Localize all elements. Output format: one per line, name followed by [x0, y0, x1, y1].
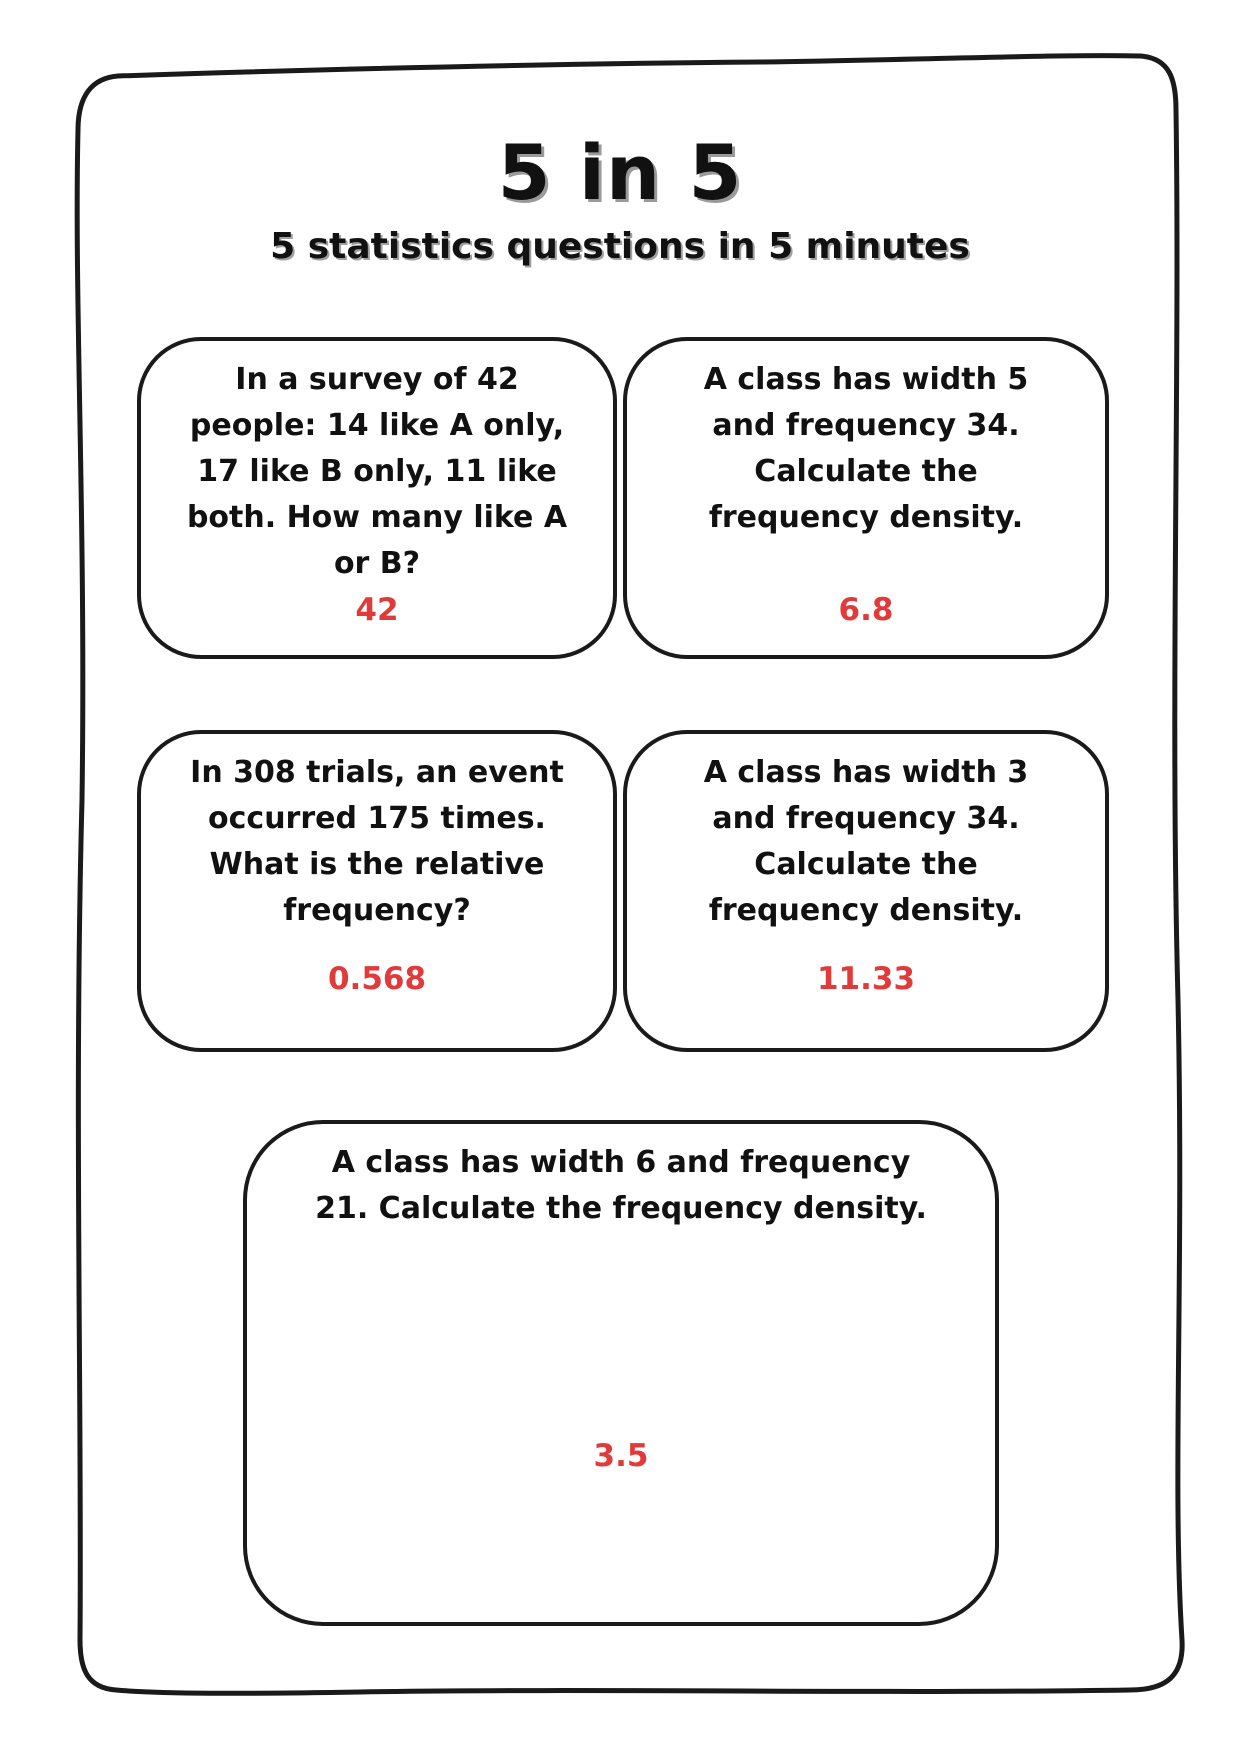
question-card-5: [243, 1120, 999, 1626]
question-text: A class has width 6 and frequency 21. Calculate the frequency density.: [315, 1145, 927, 1226]
question-card-2: [623, 337, 1109, 659]
answer-text: 0.568: [327, 961, 427, 997]
question-card-4: [623, 730, 1109, 1052]
answer-text: 11.33: [816, 961, 916, 997]
page-subtitle: 5 statistics questions in 5 minutes: [270, 226, 970, 267]
question-text: A class has width 5 and frequency 34. Calculate the frequency density.: [703, 362, 1029, 535]
question-text: A class has width 3 and frequency 34. Calculate the frequency density.: [703, 755, 1029, 928]
answer-text: 6.8: [838, 592, 894, 628]
page-title: 5 in 5: [497, 128, 743, 217]
question-text: In 308 trials, an event occurred 175 times. What is the relative frequency?: [190, 755, 564, 928]
question-card-1: [137, 337, 617, 659]
question-text: In a survey of 42 people: 14 like A only, 17 like B only, 11 like both. How many like A or B?: [186, 362, 568, 581]
answer-text: 3.5: [593, 1438, 649, 1474]
answer-text: 42: [355, 592, 399, 628]
question-card-3: [137, 730, 617, 1052]
